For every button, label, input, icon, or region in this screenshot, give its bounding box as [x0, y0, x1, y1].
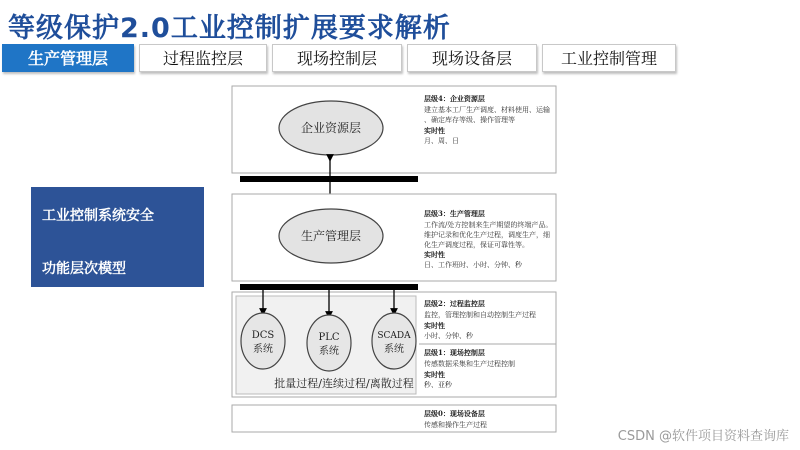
tab-process-monitoring[interactable]: 过程监控层	[139, 44, 267, 72]
level2-rt-label: 实时性	[424, 321, 445, 330]
plc-label: PLC	[318, 332, 340, 343]
tab-production-management[interactable]: 生产管理层	[2, 44, 134, 72]
level0-title: 层级0：现场设备层	[424, 409, 485, 418]
level3-desc-line2: 维护记录和优化生产过程，调度生产，细	[424, 231, 550, 239]
network-bus-lower	[240, 284, 418, 290]
plc-label-sub: 系统	[319, 346, 339, 357]
tab-industrial-control-management[interactable]: 工业控制管理	[542, 44, 676, 72]
dcs-label-sub: 系统	[253, 344, 273, 355]
level3-rt-value: 日、工作班时、小时、分钟、秒	[424, 261, 522, 269]
level1-desc-line1: 传感数据采集和生产过程控制	[424, 360, 515, 368]
level4-desc-line1: 建立基本工厂生产调度、材料使用、运输	[424, 106, 550, 114]
scada-label: SCADA	[377, 331, 411, 341]
network-bus-upper	[240, 176, 418, 182]
production-management-label: 生产管理层	[300, 229, 362, 243]
level0-box	[232, 405, 556, 432]
dcs-node	[241, 313, 285, 369]
dcs-label: DCS	[251, 330, 275, 341]
level3-rt-label: 实时性	[424, 250, 445, 259]
level4-rt-label: 实时性	[424, 126, 445, 135]
level1-rt-value: 秒、亚秒	[424, 381, 452, 389]
page-title: 等级保护2.0工业控制扩展要求解析	[8, 13, 451, 44]
level4-title: 层级4：企业资源层	[424, 94, 485, 103]
level4-desc-line2: 、确定库存等级、操作管理等	[424, 116, 515, 124]
level3-title: 层级3：生产管理层	[424, 209, 485, 218]
level2-desc-line1: 监控，管理控制和自动控制生产过程	[424, 311, 536, 319]
level0-desc-line1: 传感和操作生产过程	[424, 421, 487, 429]
model-title-line1: 工业控制系统安全	[42, 208, 154, 224]
level2-title: 层级2：过程监控层	[424, 299, 485, 308]
process-types-label: 批量过程/连续过程/离散过程	[274, 377, 414, 390]
tab-field-device[interactable]: 现场设备层	[407, 44, 537, 72]
tab-field-control[interactable]: 现场控制层	[272, 44, 402, 72]
level3-desc-line1: 工作流/处方控制来生产期望的终端产品。	[424, 221, 553, 229]
enterprise-resource-label: 企业资源层	[300, 121, 362, 135]
level3-desc-line3: 化生产调度过程，保证可靠性等。	[424, 241, 529, 249]
level1-rt-label: 实时性	[424, 370, 445, 379]
watermark: CSDN @软件项目资料查询库	[617, 429, 789, 444]
scada-node	[372, 313, 416, 369]
level4-rt-value: 月、周、日	[424, 137, 459, 145]
level2-rt-value: 小时、分钟、秒	[424, 332, 473, 340]
plc-node	[307, 315, 351, 371]
level1-title: 层级1：现场控制层	[424, 348, 485, 357]
model-title-line2: 功能层次模型	[42, 261, 126, 277]
scada-label-sub: 系统	[384, 344, 404, 355]
